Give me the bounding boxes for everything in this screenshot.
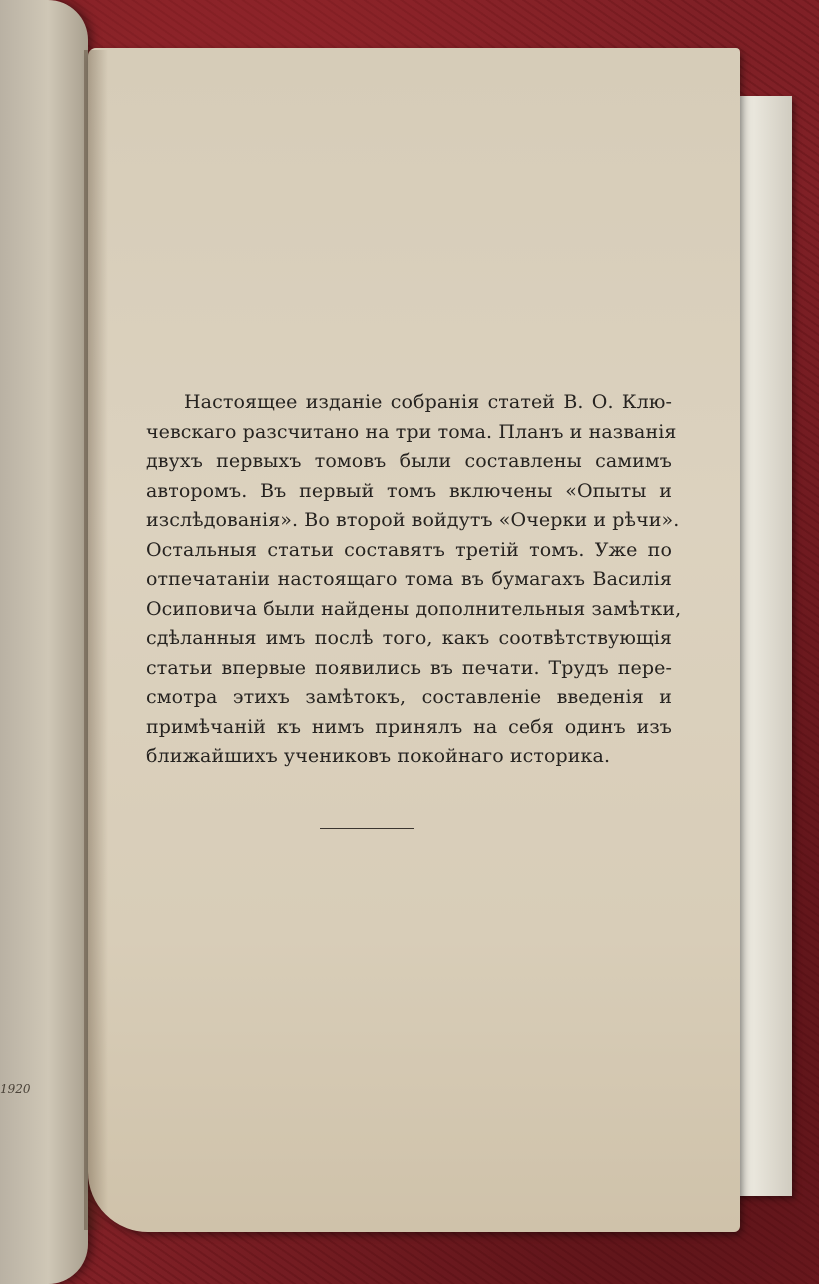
divider-rule [320,828,414,829]
paragraph-line: статьи впервые появились въ печати. Трудъ пере- [146,656,672,679]
paragraph-line: чевскаго разсчитано на три тома. Планъ и названія [146,420,677,443]
paragraph-line: смотра этихъ замѣтокъ, составленіе введенія и [146,686,672,708]
paragraph-line: отпечатаніи настоящаго тома въ бумагахъ Василія [146,568,672,590]
preface-paragraph [146,388,682,772]
right-page [88,48,740,1232]
paragraph-line: авторомъ. Въ первый томъ включены «Опыты и [146,479,672,502]
paragraph-line: изслѣдованія». Во второй войдутъ «Очерки и рѣчи». [146,509,680,531]
paragraph-line: сдѣланныя имъ послѣ того, какъ соотвѣтствующія [146,627,672,649]
left-page-text-fragment: 1920 [0,1082,31,1096]
paragraph-line: ближайшихъ учениковъ покойнаго историка. [146,745,611,767]
paragraph-line: Осиповича были найдены дополнительныя замѣтки, [146,597,682,620]
paragraph-line: Остальныя статьи составятъ третій томъ. Уже по [146,538,672,561]
paragraph-line: двухъ первыхъ томовъ были составлены самимъ [146,450,672,472]
paragraph-line: Настоящее изданіе собранія статей В. О. Клю- [184,391,672,413]
left-page-edge [0,0,88,1284]
paragraph-line: примѣчаній къ нимъ принялъ на себя одинъ изъ [146,715,672,738]
gutter-shadow [84,50,108,1230]
